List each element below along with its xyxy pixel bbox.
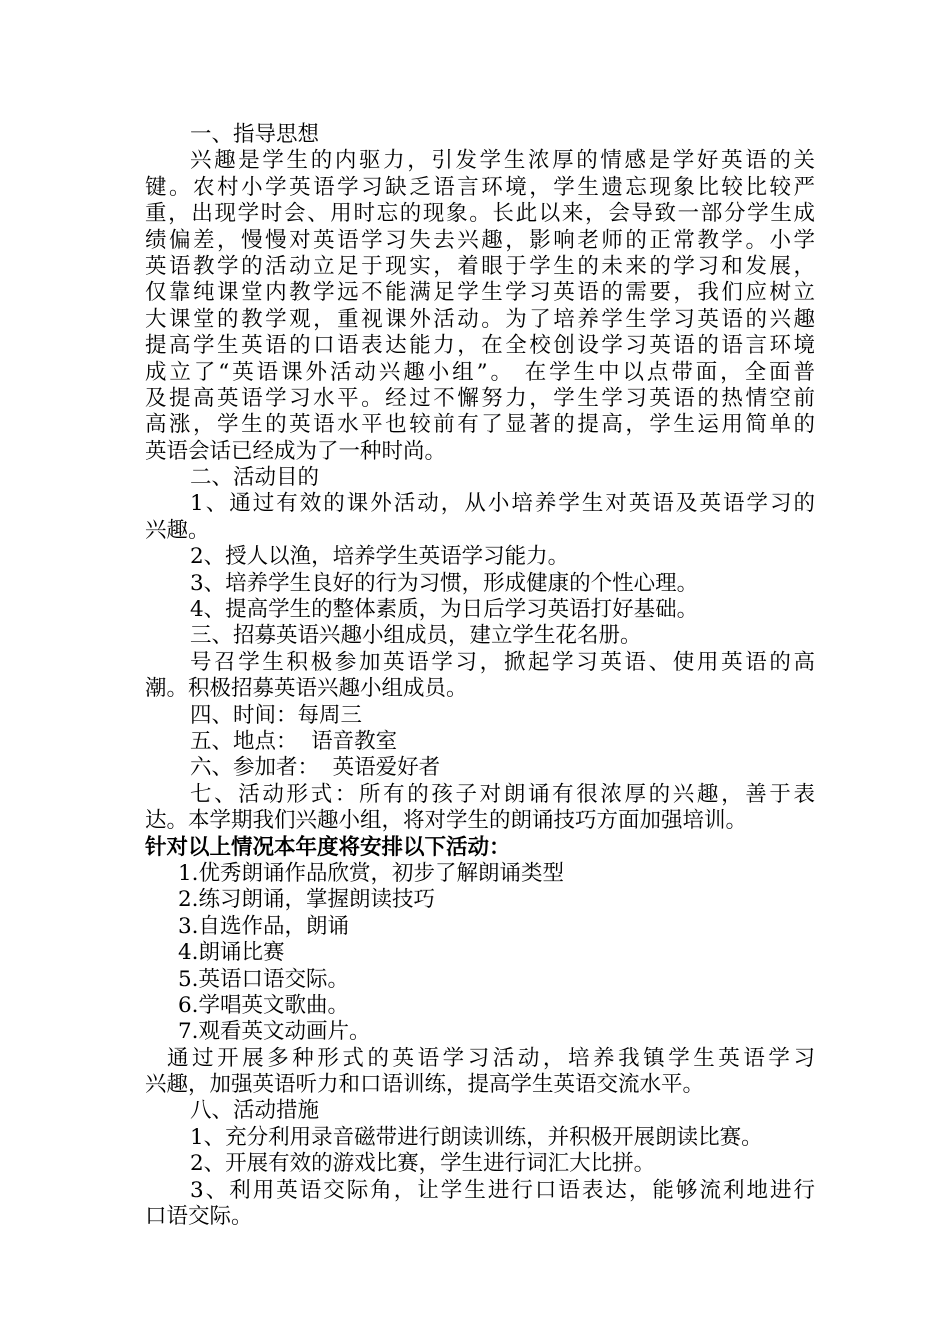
list-item: 5.英语口语交际。 [178, 966, 350, 992]
summary-paragraph-line: 兴趣，加强英语听力和口语训练，提高学生英语交流水平。 [145, 1072, 705, 1098]
paragraph-line: 键。农村小学英语学习缺乏语言环境，学生遗忘现象比较比较严 [145, 174, 815, 200]
list-item: 2.练习朗诵，掌握朗读技巧 [178, 887, 436, 913]
paragraph-line: 成立了“英语课外活动兴趣小组”。 在学生中以点带面，全面普 [145, 359, 815, 385]
recruitment-paragraph-line: 潮。积极招募英语兴趣小组成员。 [145, 676, 468, 702]
section-heading-measures: 八、活动措施 [190, 1098, 320, 1124]
section-location: 五、地点： 语音教室 [190, 728, 398, 754]
section-participants: 六、参加者： 英语爱好者 [190, 755, 441, 781]
list-item: 4.朗诵比赛 [178, 940, 285, 966]
list-item: 3.自选作品，朗诵 [178, 913, 350, 939]
summary-paragraph-line: 通过开展多种形式的英语学习活动，培养我镇学生英语学习 [167, 1045, 815, 1071]
section-heading-objectives: 二、活动目的 [190, 465, 320, 491]
activity-form-paragraph-line: 达。本学期我们兴趣小组，将对学生的朗诵技巧方面加强培训。 [145, 808, 748, 834]
paragraph-line: 高涨，学生的英语水平也较前有了显著的提高，学生运用简单的 [145, 412, 815, 438]
list-item: 1.优秀朗诵作品欣赏，初步了解朗诵类型 [178, 860, 565, 886]
measure-item-1: 1、充分利用录音磁带进行朗读训练，并积极开展朗读比赛。 [190, 1124, 763, 1150]
paragraph-line: 及提高英语学习水平。经过不懈努力，学生学习英语的热情空前 [145, 385, 815, 411]
paragraph-line: 仅靠纯课堂内教学远不能满足学生学习英语的需要，我们应树立 [145, 280, 815, 306]
objective-item-2: 2、授人以渔，培养学生英语学习能力。 [190, 544, 570, 570]
list-item: 6.学唱英文歌曲。 [178, 992, 350, 1018]
list-item: 7.观看英文动画片。 [178, 1019, 371, 1045]
activities-list [145, 861, 815, 1046]
section-time: 四、时间：每周三 [190, 702, 363, 728]
objective-item-4: 4、提高学生的整体素质，为日后学习英语打好基础。 [190, 597, 699, 623]
measure-item-3: 3、利用英语交际角，让学生进行口语表达，能够流利地进行 [190, 1177, 815, 1203]
document-page [145, 122, 815, 1230]
paragraph-line: 兴趣是学生的内驱力，引发学生浓厚的情感是学好英语的关 [190, 148, 815, 174]
paragraph-line: 绩偏差，慢慢对英语学习失去兴趣，影响老师的正常教学。小学 [145, 227, 815, 253]
recruitment-paragraph-line: 号召学生积极参加英语学习，掀起学习英语、使用英语的高 [190, 649, 815, 675]
paragraph-line: 重，出现学时会、用时忘的现象。长此以来，会导致一部分学生成 [145, 201, 815, 227]
section-heading-guiding-thought: 一、指导思想 [190, 122, 320, 147]
measure-item-2: 2、开展有效的游戏比赛，学生进行词汇大比拼。 [190, 1151, 656, 1177]
guiding-thought-paragraph [145, 148, 815, 465]
paragraph-line: 英语会话已经成为了一种时尚。 [145, 438, 447, 464]
section-heading-recruitment: 三、招募英语兴趣小组成员，建立学生花名册。 [190, 623, 642, 649]
objective-item-3: 3、培养学生良好的行为习惯，形成健康的个性心理。 [190, 570, 699, 596]
activities-intro-bold: 针对以上情况本年度将安排以下活动： [145, 834, 511, 860]
objective-item-1: 1、通过有效的课外活动，从小培养学生对英语及英语学习的 [190, 491, 815, 517]
paragraph-line: 英语教学的活动立足于现实，着眼于学生的未来的学习和发展， [145, 253, 815, 279]
objective-item-1-continued: 兴趣。 [145, 517, 210, 543]
measure-item-3-continued: 口语交际。 [145, 1204, 253, 1230]
paragraph-line: 大课堂的教学观，重视课外活动。为了培养学生学习英语的兴趣 [145, 306, 815, 332]
paragraph-line: 提高学生英语的口语表达能力，在全校创设学习英语的语言环境 [145, 333, 815, 359]
activity-form-paragraph-line: 七、活动形式：所有的孩子对朗诵有很浓厚的兴趣，善于表 [190, 781, 815, 807]
